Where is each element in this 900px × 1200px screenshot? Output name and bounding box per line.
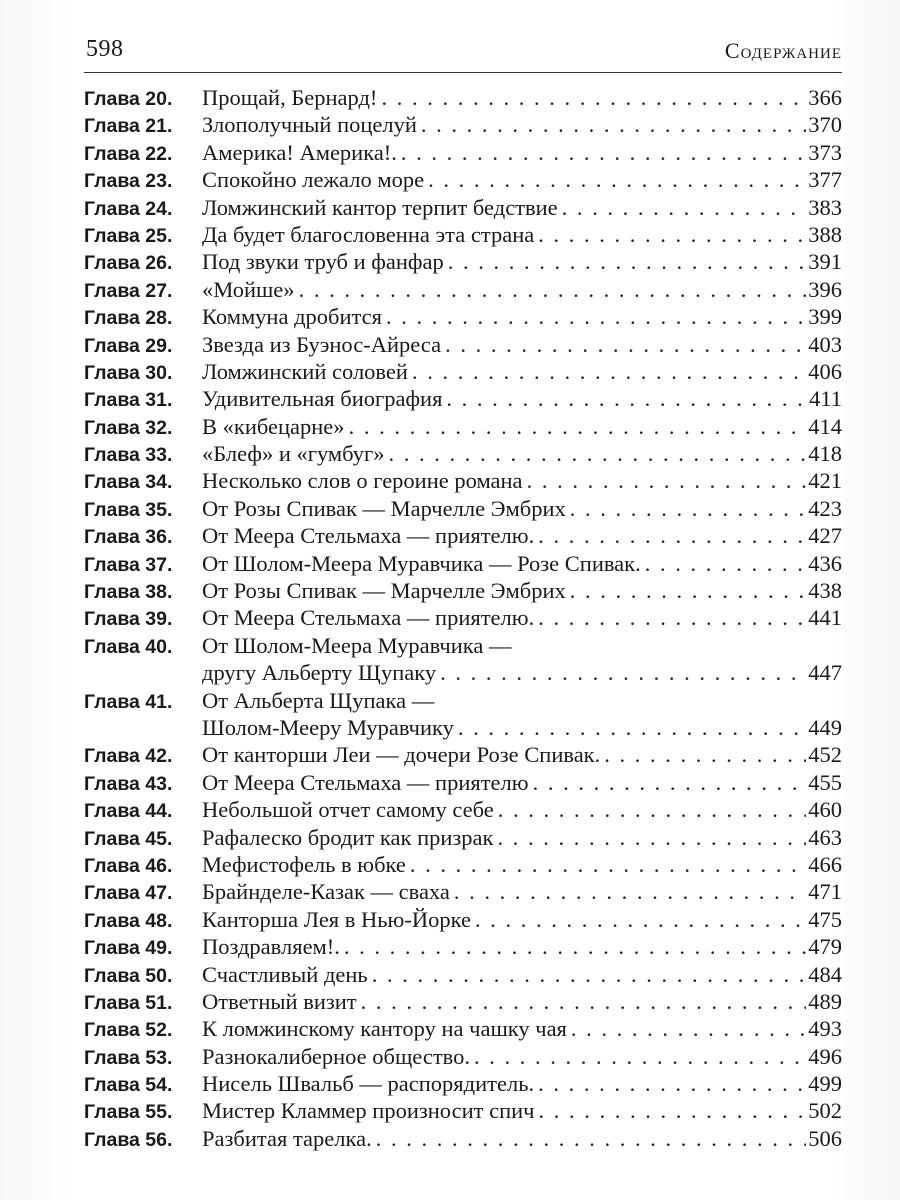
dot-leader bbox=[410, 851, 806, 878]
dot-leader bbox=[498, 796, 807, 823]
chapter-label: Глава 32. bbox=[84, 416, 173, 439]
dot-leader bbox=[376, 1125, 807, 1152]
toc-entry bbox=[84, 139, 842, 166]
chapter-label: Глава 34. bbox=[84, 471, 173, 494]
chapter-title: Поздравляем!. bbox=[202, 934, 340, 960]
page-ref: 441 bbox=[808, 605, 842, 631]
page-ref: 447 bbox=[808, 660, 842, 686]
dot-leader bbox=[454, 878, 806, 905]
chapter-title: Злополучный поцелуй bbox=[202, 112, 417, 138]
toc-entry-continuation bbox=[84, 659, 842, 686]
toc-entry bbox=[84, 495, 842, 522]
section-title: Содержание bbox=[724, 38, 842, 63]
chapter-label: Глава 53. bbox=[84, 1046, 173, 1069]
chapter-title: К ломжинскому кантору на чашку чая bbox=[202, 1016, 567, 1042]
page-ref: 436 bbox=[808, 550, 842, 576]
toc-entry bbox=[84, 331, 842, 358]
chapter-label: Глава 20. bbox=[84, 88, 173, 110]
dot-leader bbox=[440, 659, 806, 686]
chapter-label: Глава 30. bbox=[84, 361, 173, 384]
dot-leader bbox=[361, 988, 807, 1015]
chapter-label: Глава 55. bbox=[84, 1101, 173, 1124]
toc-entry bbox=[84, 687, 842, 714]
toc-entry bbox=[84, 796, 842, 823]
page-ref: 479 bbox=[808, 934, 842, 960]
dot-leader bbox=[475, 906, 806, 933]
chapter-title: В «кибецарне» bbox=[202, 413, 345, 439]
chapter-title: Удивительная биография bbox=[202, 386, 443, 412]
page-ref: 493 bbox=[808, 1016, 842, 1042]
toc-entry bbox=[84, 358, 842, 385]
dot-leader bbox=[458, 714, 806, 741]
toc-entry bbox=[84, 413, 842, 440]
chapter-title: Канторша Лея в Нью-Йорке bbox=[202, 906, 471, 932]
toc-entry bbox=[84, 577, 842, 604]
chapter-label: Глава 43. bbox=[84, 772, 173, 795]
chapter-label: Глава 29. bbox=[84, 334, 173, 357]
chapter-label: Глава 27. bbox=[84, 279, 173, 302]
toc-entry bbox=[84, 248, 842, 275]
toc-entry bbox=[84, 988, 842, 1015]
toc-entry bbox=[84, 550, 842, 577]
chapter-label: Глава 44. bbox=[84, 800, 173, 823]
page-ref: 427 bbox=[808, 523, 842, 549]
chapter-label: Глава 54. bbox=[84, 1074, 173, 1097]
chapter-title: Брайнделе-Казак — сваха bbox=[202, 879, 450, 905]
chapter-title: От Меера Стельмаха — приятелю. bbox=[202, 605, 535, 631]
chapter-label: Глава 42. bbox=[84, 745, 173, 768]
chapter-title: От Розы Спивак — Марчелле Эмбрих bbox=[202, 495, 566, 521]
page-ref: 414 bbox=[808, 413, 842, 439]
dot-leader bbox=[428, 166, 806, 193]
dot-leader bbox=[344, 933, 806, 960]
chapter-label: Глава 25. bbox=[84, 224, 173, 247]
toc-entry bbox=[84, 933, 842, 960]
dot-leader bbox=[349, 413, 807, 440]
dot-leader bbox=[446, 385, 807, 412]
chapter-label: Глава 39. bbox=[84, 608, 173, 631]
toc-entry bbox=[84, 276, 842, 303]
dot-leader bbox=[604, 741, 806, 768]
chapter-title: От Меера Стельмаха — приятелю. bbox=[202, 523, 535, 549]
page-ref: 471 bbox=[808, 879, 842, 905]
dot-leader bbox=[445, 331, 806, 358]
dot-leader bbox=[538, 1097, 806, 1124]
dot-leader bbox=[448, 248, 807, 275]
toc-entry bbox=[84, 604, 842, 631]
toc-entry bbox=[84, 467, 842, 494]
dot-leader bbox=[497, 824, 806, 851]
page-ref: 475 bbox=[808, 906, 842, 932]
page-ref: 455 bbox=[808, 769, 842, 795]
dot-leader bbox=[570, 495, 806, 522]
dot-leader bbox=[570, 577, 806, 604]
chapter-title: Разбитая тарелка. bbox=[202, 1125, 372, 1151]
toc-entry bbox=[84, 824, 842, 851]
toc-entry-continuation bbox=[84, 714, 842, 741]
chapter-title: От Шолом-Меера Муравчика — Розе Спивак. bbox=[202, 550, 641, 576]
page-ref: 423 bbox=[808, 495, 842, 521]
chapter-label: Глава 50. bbox=[84, 964, 173, 987]
dot-leader bbox=[388, 440, 806, 467]
page-ref: 449 bbox=[808, 714, 842, 740]
page-ref: 463 bbox=[808, 824, 842, 850]
page-ref: 496 bbox=[808, 1043, 842, 1069]
table-of-contents bbox=[84, 84, 842, 1152]
chapter-title: От Розы Спивак — Марчелле Эмбрих bbox=[202, 578, 566, 604]
chapter-title: Прощай, Бернард! bbox=[202, 85, 378, 110]
chapter-title: «Блеф» и «гумбуг» bbox=[202, 441, 385, 467]
chapter-label: Глава 35. bbox=[84, 498, 173, 521]
page-ref: 373 bbox=[808, 139, 842, 165]
chapter-title: Ломжинский кантор терпит бедствие bbox=[202, 194, 558, 220]
chapter-title: Мистер Кламмер произносит спич bbox=[202, 1098, 535, 1124]
dot-leader bbox=[381, 84, 806, 111]
dot-leader bbox=[538, 1070, 806, 1097]
toc-entry bbox=[84, 906, 842, 933]
toc-entry bbox=[84, 741, 842, 768]
dot-leader bbox=[299, 276, 807, 303]
chapter-label: Глава 38. bbox=[84, 581, 173, 604]
chapter-title: Звезда из Буэнос-Айреса bbox=[202, 331, 442, 357]
dot-leader bbox=[533, 769, 807, 796]
dot-leader bbox=[527, 467, 807, 494]
chapter-label: Глава 41. bbox=[84, 690, 173, 713]
dot-leader bbox=[401, 139, 806, 166]
dot-leader bbox=[571, 1015, 806, 1042]
chapter-title: Америка! Америка!. bbox=[202, 139, 397, 165]
dot-leader bbox=[538, 221, 806, 248]
page-ref: 499 bbox=[808, 1071, 842, 1097]
toc-entry bbox=[84, 1043, 842, 1070]
page-ref: 377 bbox=[808, 167, 842, 193]
page-ref: 418 bbox=[808, 441, 842, 467]
dot-leader bbox=[474, 1043, 806, 1070]
chapter-title: Ломжинский соловей bbox=[202, 358, 408, 384]
page-ref: 489 bbox=[808, 988, 842, 1014]
chapter-label: Глава 48. bbox=[84, 909, 173, 932]
chapter-title: Да будет благословенна эта страна bbox=[202, 221, 535, 247]
chapter-label: Глава 36. bbox=[84, 526, 173, 549]
page-ref: 502 bbox=[808, 1098, 842, 1124]
chapter-label: Глава 23. bbox=[84, 170, 173, 193]
toc-entry bbox=[84, 1070, 842, 1097]
chapter-label: Глава 52. bbox=[84, 1019, 173, 1042]
toc-entry bbox=[84, 440, 842, 467]
page-ref: 388 bbox=[808, 221, 842, 247]
dot-leader bbox=[386, 303, 806, 330]
chapter-title: Счастливый день bbox=[202, 961, 368, 987]
toc-entry bbox=[84, 632, 842, 659]
page-ref: 366 bbox=[808, 85, 842, 110]
chapter-label: Глава 56. bbox=[84, 1128, 173, 1151]
page-ref: 452 bbox=[808, 742, 842, 768]
chapter-label: Глава 28. bbox=[84, 307, 173, 330]
chapter-title-continuation: Шолом-Мееру Муравчику bbox=[202, 714, 454, 740]
chapter-title: От Меера Стельмаха — приятелю bbox=[202, 769, 529, 795]
page-ref: 396 bbox=[808, 276, 842, 302]
toc-entry bbox=[84, 878, 842, 905]
page-ref: 438 bbox=[808, 578, 842, 604]
chapter-label: Глава 22. bbox=[84, 142, 173, 165]
chapter-title: Нисель Швальб — распорядитель. bbox=[202, 1071, 535, 1097]
toc-entry bbox=[84, 1015, 842, 1042]
dot-leader bbox=[538, 522, 806, 549]
chapter-label: Глава 33. bbox=[84, 444, 173, 467]
chapter-title: Мефистофель в юбке bbox=[202, 851, 406, 877]
chapter-title: От Шолом-Меера Муравчика — bbox=[202, 632, 512, 658]
chapter-title: От Альберта Щупака — bbox=[202, 687, 435, 713]
page-ref: 391 bbox=[808, 249, 842, 275]
toc-entry bbox=[84, 84, 842, 111]
page-number: 598 bbox=[86, 36, 124, 62]
chapter-label: Глава 45. bbox=[84, 827, 173, 850]
chapter-title: От канторши Леи — дочери Розе Спивак. bbox=[202, 742, 601, 768]
chapter-title: Несколько слов о героине романа bbox=[202, 468, 523, 494]
page-ref: 460 bbox=[808, 797, 842, 823]
toc-entry bbox=[84, 385, 842, 412]
chapter-label: Глава 47. bbox=[84, 882, 173, 905]
toc-entry bbox=[84, 111, 842, 138]
chapter-title: Разнокалиберное общество. bbox=[202, 1043, 471, 1069]
chapter-title: Под звуки труб и фанфар bbox=[202, 249, 444, 275]
chapter-label: Глава 21. bbox=[84, 115, 173, 138]
page-ref: 466 bbox=[808, 851, 842, 877]
dot-leader bbox=[372, 961, 807, 988]
toc-entry bbox=[84, 851, 842, 878]
toc-entry bbox=[84, 303, 842, 330]
dot-leader bbox=[538, 604, 806, 631]
chapter-label: Глава 40. bbox=[84, 635, 173, 658]
page-ref: 399 bbox=[808, 304, 842, 330]
chapter-title-continuation: другу Альберту Щупаку bbox=[202, 660, 437, 686]
page-ref: 506 bbox=[808, 1125, 842, 1151]
page-ref: 484 bbox=[808, 961, 842, 987]
page-ref: 411 bbox=[809, 386, 842, 412]
header-rule bbox=[84, 72, 842, 73]
page-ref: 383 bbox=[808, 194, 842, 220]
chapter-label: Глава 51. bbox=[84, 991, 173, 1014]
chapter-title: Ответный визит bbox=[202, 988, 357, 1014]
chapter-title: Спокойно лежало море bbox=[202, 167, 425, 193]
toc-entry bbox=[84, 221, 842, 248]
chapter-label: Глава 31. bbox=[84, 389, 173, 412]
toc-entry bbox=[84, 522, 842, 549]
chapter-label: Глава 26. bbox=[84, 252, 173, 275]
dot-leader bbox=[412, 358, 806, 385]
chapter-label: Глава 24. bbox=[84, 197, 173, 220]
dot-leader bbox=[562, 194, 807, 221]
page-ref: 370 bbox=[808, 112, 842, 138]
toc-entry bbox=[84, 1125, 842, 1152]
chapter-title: «Мойше» bbox=[202, 276, 295, 302]
page-ref: 406 bbox=[808, 358, 842, 384]
chapter-label: Глава 37. bbox=[84, 553, 173, 576]
chapter-title: Рафалеско бродит как призрак bbox=[202, 824, 494, 850]
toc-entry bbox=[84, 961, 842, 988]
page-ref: 421 bbox=[808, 468, 842, 494]
toc-entry bbox=[84, 166, 842, 193]
toc-entry bbox=[84, 1097, 842, 1124]
page-ref: 403 bbox=[808, 331, 842, 357]
running-head bbox=[86, 36, 842, 68]
toc-entry bbox=[84, 194, 842, 221]
toc-entry bbox=[84, 769, 842, 796]
dot-leader bbox=[645, 550, 807, 577]
chapter-title: Коммуна дробится bbox=[202, 304, 382, 330]
chapter-label: Глава 46. bbox=[84, 854, 173, 877]
chapter-title: Небольшой отчет самому себе bbox=[202, 797, 494, 823]
chapter-label: Глава 49. bbox=[84, 937, 173, 960]
dot-leader bbox=[421, 111, 806, 138]
